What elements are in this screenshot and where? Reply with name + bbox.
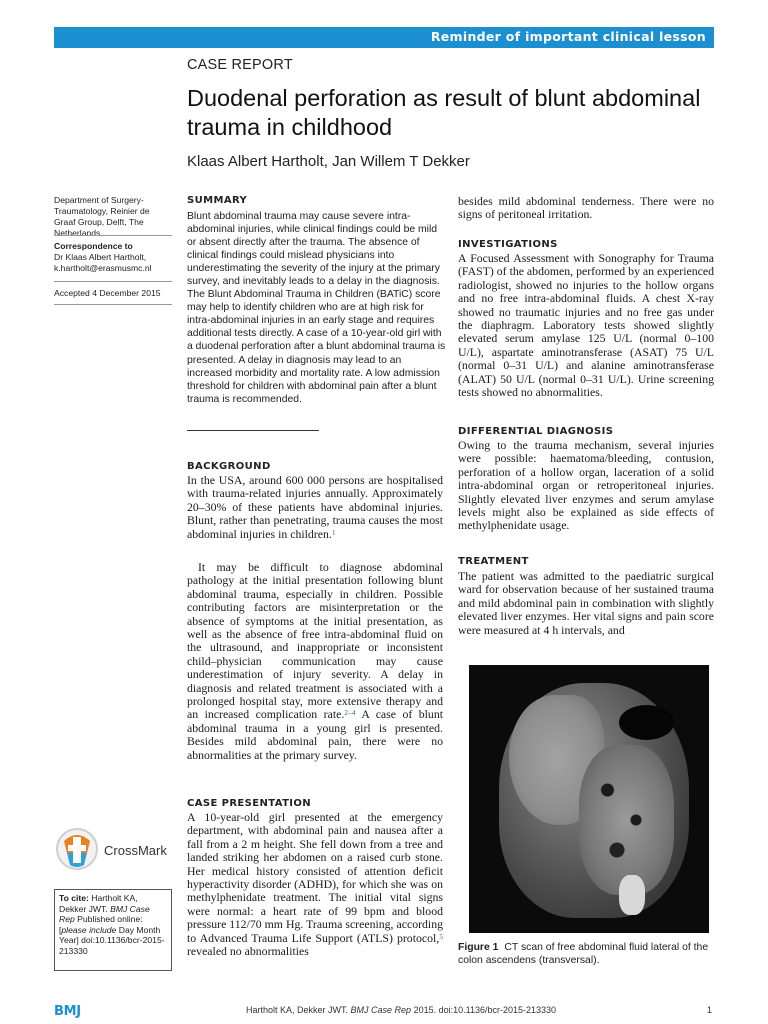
- citation-ref[interactable]: 1: [331, 527, 336, 537]
- investigations-heading: INVESTIGATIONS: [458, 239, 558, 250]
- article-type: CASE REPORT: [187, 57, 293, 73]
- correspondence-email[interactable]: k.hartholt@erasmusmc.nl: [54, 263, 152, 273]
- ct-gas-pocket: [619, 705, 674, 740]
- summary-text: Blunt abdominal trauma may cause severe intra-abdominal injuries, while clinical findings could be mild or absent directly after the trauma. The absence of clinical findings could mislead physicians into underestimating the severity of the injury at the primary survey, and inevitably leads to a delay in the diagnosis. The Blunt Abdominal Trauma in Children (BATiC) score may help to identify children who are at high risk for intra-abdominal injuries in an early stage and requires additional tests directly. A case of a 10-year-old girl with a duodenal perforation after a blunt abdominal trauma is presented. A delay in diagnosis may lead to an increased morbidity and mortality rate. A low admission threshold for children with abdominal pain after a blunt trauma is recommended.: [187, 211, 446, 405]
- citation-box: To cite: Hartholt KA, Dekker JWT. BMJ Case Rep Published online: [please include Day Month Year] doi:10.1136/bcr-2015-213330: [54, 889, 172, 971]
- case-presentation-text: A 10-year-old girl presented at the emergency department, with abdominal pain and nausea after a fall from a 2 m height. She fell down from a tree and landed striking her abdomen on a raised curb stone. Her medical history consisted of attention deficit hyperactivity disorder (ADHD), for which she was on methylphenidate treatment. The initial vital signs were normal: a heart rate of 99 bpm and blood pressure 112/70 mm Hg. Trauma screening, according to Advanced Trauma Life Support (ATLS) protocol,$^5$ revealed no abnormalities: [187, 810, 443, 959]
- summary-heading: SUMMARY: [187, 195, 248, 206]
- citation-ref[interactable]: 2–4: [344, 708, 356, 718]
- correspondence-name: Dr Klaas Albert Hartholt,: [54, 252, 147, 262]
- crossmark-label: CrossMark: [104, 843, 167, 858]
- figure-caption: Figure 1 CT scan of free abdominal fluid lateral of the colon ascendens (transversal).: [458, 942, 709, 966]
- footer-citation: Hartholt KA, Dekker JWT. BMJ Case Rep 2015. doi:10.1136/bcr-2015-213330: [246, 1005, 557, 1015]
- cite-label: To cite:: [59, 893, 89, 903]
- accepted-date: Accepted 4 December 2015: [54, 288, 161, 298]
- case-presentation-heading: CASE PRESENTATION: [187, 798, 312, 809]
- correspondence: [54, 241, 172, 274]
- figure-label: Figure 1: [458, 942, 499, 953]
- ct-scan-image: [469, 665, 709, 933]
- background-heading: BACKGROUND: [187, 461, 271, 472]
- author-list: Klaas Albert Hartholt, Jan Willem T Dekker: [187, 153, 470, 170]
- page-number: 1: [707, 1005, 713, 1015]
- differential-heading: DIFFERENTIAL DIAGNOSIS: [458, 426, 614, 437]
- section-banner: [54, 27, 714, 48]
- treatment-text: The patient was admitted to the paediatric surgical ward for observation because of her sustained trauma and mild abdominal pain in combination with slightly elevated liver enzymes. Her vital signs and pain score were measured at 4 h intervals, and: [458, 569, 714, 637]
- bmj-logo: BMJ: [54, 1004, 81, 1019]
- correspondence-label: Correspondence to: [54, 241, 133, 251]
- aside-divider: [54, 304, 172, 305]
- investigations-text: A Focused Assessment with Sonography for Trauma (FAST) of the abdomen, performed by an experienced radiologist, showed no injuries to the hollow organs and no free intra-abdominal fluids. A chest X-ray showed no traumatic injuries and no free gas under the diaphragm. Laboratory tests showed slightly elevated serum amylase 125 U/L (normal 0–100 U/L), aspartate aminotransferase (ASAT) 75 U/L (normal 0–31 U/L) and alanine aminotransferase (ALAT) 50 U/L (normal 0–31 U/L). Urine screening tests showed no abnormalities.: [458, 251, 714, 400]
- aside-divider: [54, 235, 172, 236]
- article-title: Duodenal perforation as result of blunt abdominal trauma in childhood: [187, 85, 701, 140]
- treatment-heading: TREATMENT: [458, 556, 529, 567]
- background-paragraph-2: It may be difficult to diagnose abdominal pathology at the initial presentation following blunt abdominal trauma, especially in children. Possible contributing factors are misinterpretation or the absence of symptoms at the initial presentation, as well as the absence of free intra-abdominal fluid on the ultrasound, and inappropriate or inconsistent child–physician communication may cause underestimation of injury severity. A delay in diagnosis and related treatment is associated with a prolonged hospital stay, more extensive therapy and an increased complication rate.$^{2-4}$ A case of blunt abdominal trauma in a young girl is presented. Besides mild abdominal pain, there were no abnormalities at the primary survey.: [187, 560, 443, 762]
- ct-bowel: [579, 745, 674, 895]
- citation-ref[interactable]: 5: [439, 931, 443, 941]
- background-paragraph-1: In the USA, around 600 000 persons are hospitalised with trauma-related injuries annually. Approximately 20–30% of these patients have abdominal injuries. Blunt, rather than penetrating, trauma causes the most abdominal injuries in children.$^1$: [187, 473, 443, 541]
- summary-divider: [187, 430, 319, 431]
- ct-spine: [619, 875, 645, 915]
- affiliation: Department of Surgery-Traumatology, Reinier de Graaf Group, Delft, The Netherlands: [54, 195, 150, 238]
- differential-text: Owing to the trauma mechanism, several injuries were possible: haematoma/bleeding, contusion, perforation of a hollow organ, laceration of a solid intra-abdominal organ or retroperitoneal injuries. Slightly elevated liver enzymes and serum amylase levels might also be explained as side effects of methylphenidate usage.: [458, 438, 714, 533]
- case-continuation: besides mild abdominal tenderness. There were no signs of peritoneal irritation.: [458, 194, 714, 222]
- aside-divider: [54, 281, 172, 282]
- banner-label: Reminder of important clinical lesson: [430, 29, 706, 44]
